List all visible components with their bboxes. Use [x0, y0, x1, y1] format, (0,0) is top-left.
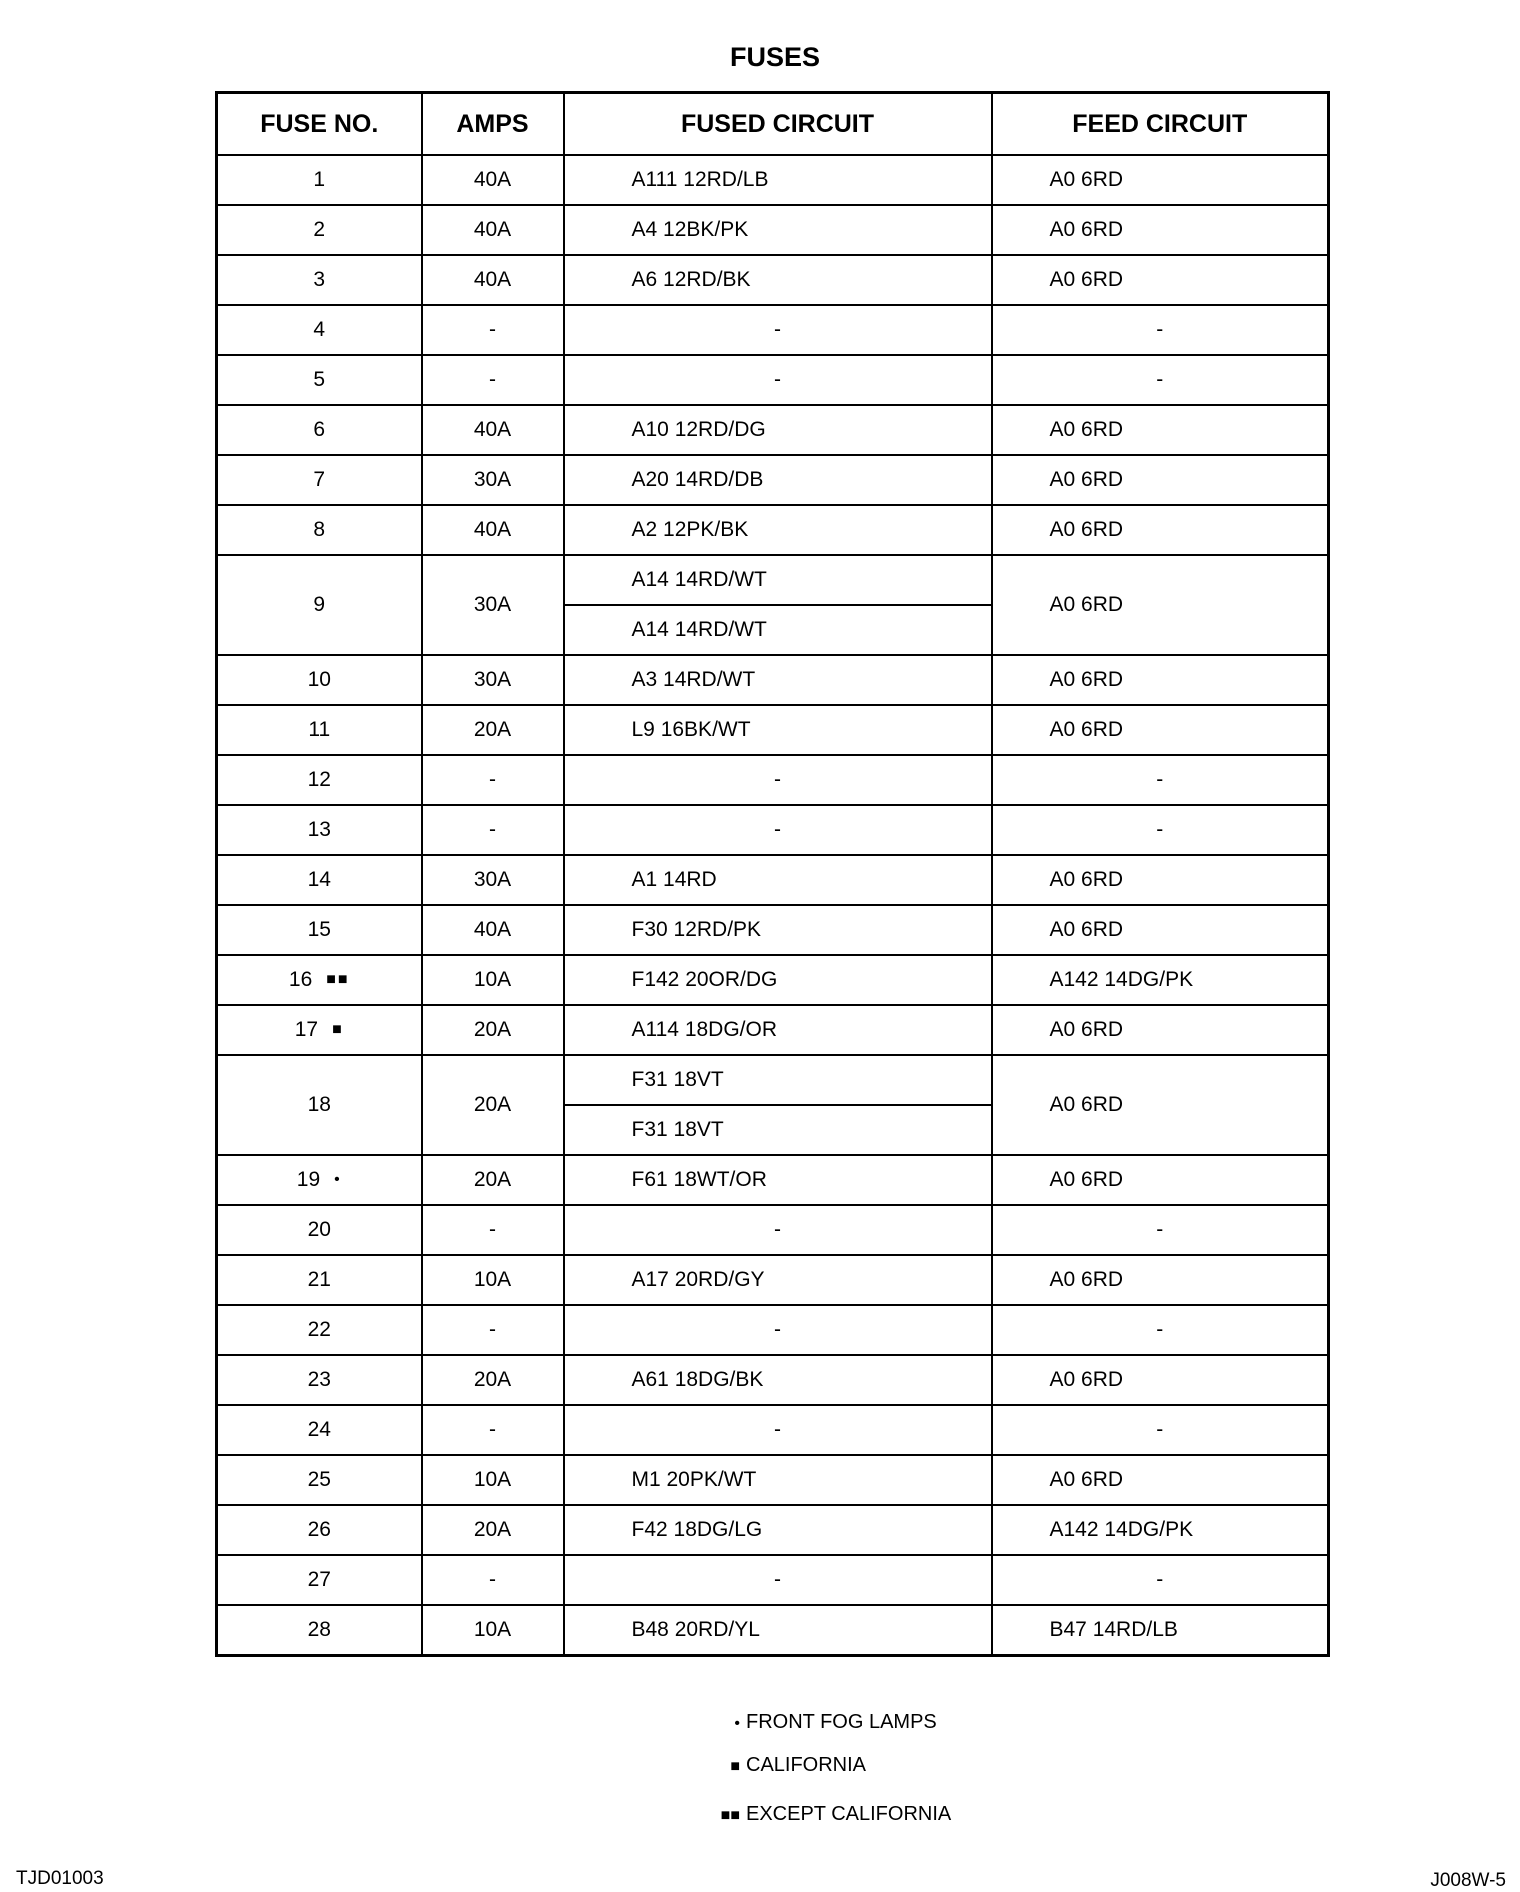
table-row [217, 955, 1329, 1005]
fused-circuit-cell: A14 14RD/WT [564, 555, 992, 605]
fuse-number-cell [217, 455, 422, 505]
amps-cell: 20A [422, 1005, 564, 1055]
table-row [217, 1505, 1329, 1555]
legend-label: CALIFORNIA [746, 1754, 867, 1776]
fuse-number: 1 [313, 168, 326, 191]
feed-circuit-cell: - [992, 755, 1329, 805]
feed-circuit-cell: A0 6RD [992, 155, 1329, 205]
table-row [217, 555, 1329, 605]
amps-cell: 10A [422, 1455, 564, 1505]
amps-cell: 30A [422, 655, 564, 705]
fused-circuit-cell: F31 18VT [564, 1105, 992, 1155]
feed-circuit-cell: A0 6RD [992, 1455, 1329, 1505]
fuse-number-cell [217, 1505, 422, 1555]
fuse-marker-symbol: ■■ [326, 971, 350, 989]
fuse-number-cell [217, 1005, 422, 1055]
fuse-number: 21 [307, 1268, 331, 1291]
table-row [217, 1255, 1329, 1305]
fuse-number: 6 [313, 418, 326, 441]
fuse-number: 16 [288, 968, 313, 991]
feed-circuit-cell: - [992, 1305, 1329, 1355]
amps-cell: 20A [422, 1505, 564, 1555]
table-row [217, 255, 1329, 305]
fuse-number-cell [217, 1555, 422, 1605]
fuse-number-cell [217, 705, 422, 755]
table-row [217, 655, 1329, 705]
fused-circuit-cell: A114 18DG/OR [564, 1005, 992, 1055]
fused-circuit-cell: A3 14RD/WT [564, 655, 992, 705]
legend-label: FRONT FOG LAMPS [746, 1711, 937, 1733]
feed-circuit-cell: A0 6RD [992, 855, 1329, 905]
fuse-number: 22 [307, 1318, 331, 1341]
table-row [217, 1205, 1329, 1255]
feed-circuit-cell: - [992, 805, 1329, 855]
amps-cell: 40A [422, 505, 564, 555]
fuse-number-cell [217, 755, 422, 805]
amps-cell: 10A [422, 1255, 564, 1305]
fused-circuit-cell: - [564, 305, 992, 355]
legend-item-except-california [700, 1803, 951, 1826]
fused-circuit-cell: L9 16BK/WT [564, 705, 992, 755]
dot-symbol: • [734, 1715, 740, 1732]
table-row [217, 1305, 1329, 1355]
table-row [217, 755, 1329, 805]
feed-circuit-cell: A0 6RD [992, 655, 1329, 705]
fused-circuit-cell: F30 12RD/PK [564, 905, 992, 955]
fuse-number-cell [217, 1055, 422, 1155]
amps-cell: 20A [422, 1055, 564, 1155]
amps-cell: - [422, 1205, 564, 1255]
feed-circuit-cell: A0 6RD [992, 1355, 1329, 1405]
amps-cell: - [422, 805, 564, 855]
table-row [217, 855, 1329, 905]
fuse-number: 15 [307, 918, 331, 941]
feed-circuit-cell: A142 14DG/PK [992, 1505, 1329, 1555]
fuse-number-cell [217, 1205, 422, 1255]
header-fused-circuit: FUSED CIRCUIT [564, 93, 992, 156]
fuse-number: 28 [307, 1618, 331, 1641]
fuse-number: 26 [307, 1518, 331, 1541]
legend-item-california [700, 1754, 866, 1777]
amps-cell: 40A [422, 155, 564, 205]
fuse-number-cell [217, 505, 422, 555]
fused-circuit-cell: A10 12RD/DG [564, 405, 992, 455]
table-row [217, 1405, 1329, 1455]
fused-circuit-cell: A4 12BK/PK [564, 205, 992, 255]
table-row [217, 355, 1329, 405]
fuse-number: 10 [307, 668, 331, 691]
fuse-number-cell [217, 1355, 422, 1405]
fuse-number: 23 [307, 1368, 331, 1391]
feed-circuit-cell: - [992, 1405, 1329, 1455]
fuse-number-cell [217, 955, 422, 1005]
fuse-number: 13 [307, 818, 331, 841]
amps-cell: 40A [422, 205, 564, 255]
fused-circuit-cell: F42 18DG/LG [564, 1505, 992, 1555]
fused-circuit-cell: A6 12RD/BK [564, 255, 992, 305]
fuse-number: 2 [313, 218, 326, 241]
fused-circuit-cell: F142 20OR/DG [564, 955, 992, 1005]
fuse-number-cell [217, 355, 422, 405]
fused-circuit-cell: A20 14RD/DB [564, 455, 992, 505]
amps-cell: 20A [422, 1155, 564, 1205]
page-title: FUSES [729, 42, 821, 72]
amps-cell: 40A [422, 255, 564, 305]
feed-circuit-cell: A0 6RD [992, 405, 1329, 455]
fused-circuit-cell: A1 14RD [564, 855, 992, 905]
header-amps: AMPS [422, 93, 564, 156]
fuse-number: 4 [313, 318, 326, 341]
feed-circuit-cell: A0 6RD [992, 205, 1329, 255]
table-row [217, 805, 1329, 855]
feed-circuit-cell: A0 6RD [992, 905, 1329, 955]
fuse-number: 17 [294, 1018, 319, 1041]
fuse-number: 18 [307, 1093, 331, 1116]
feed-circuit-cell: - [992, 305, 1329, 355]
amps-cell: - [422, 1305, 564, 1355]
header-fuse-no: FUSE NO. [217, 93, 422, 156]
table-row [217, 905, 1329, 955]
fuse-number-cell [217, 805, 422, 855]
fuse-number: 20 [307, 1218, 331, 1241]
amps-cell: 30A [422, 555, 564, 655]
amps-cell: - [422, 355, 564, 405]
fuse-number-cell [217, 1455, 422, 1505]
fuse-number-cell [217, 1155, 422, 1205]
table-header-row [217, 93, 1329, 156]
table-row [217, 155, 1329, 205]
feed-circuit-cell: A142 14DG/PK [992, 955, 1329, 1005]
fuse-number-cell [217, 1405, 422, 1455]
amps-cell: 10A [422, 955, 564, 1005]
feed-circuit-cell: A0 6RD [992, 555, 1329, 655]
double-square-symbol: ■■ [720, 1807, 740, 1824]
fuses-table-body [217, 155, 1329, 1656]
fuse-number: 3 [313, 268, 326, 291]
fused-circuit-cell: - [564, 1305, 992, 1355]
amps-cell: 40A [422, 905, 564, 955]
fuse-number-cell [217, 255, 422, 305]
table-row [217, 1555, 1329, 1605]
feed-circuit-cell: A0 6RD [992, 1155, 1329, 1205]
fuse-number-cell [217, 905, 422, 955]
fuse-marker-symbol: ■ [332, 1021, 344, 1039]
fuse-number: 19 [296, 1168, 321, 1191]
fuse-number-cell [217, 205, 422, 255]
table-row [217, 305, 1329, 355]
fuse-number-cell [217, 1605, 422, 1656]
amps-cell: - [422, 755, 564, 805]
table-row [217, 1055, 1329, 1105]
fused-circuit-cell: B48 20RD/YL [564, 1605, 992, 1656]
feed-circuit-cell: A0 6RD [992, 1005, 1329, 1055]
fuse-number: 11 [308, 718, 331, 741]
fuse-number: 7 [313, 468, 326, 491]
amps-cell: 20A [422, 1355, 564, 1405]
feed-circuit-cell: A0 6RD [992, 255, 1329, 305]
feed-circuit-cell: - [992, 1205, 1329, 1255]
amps-cell: - [422, 305, 564, 355]
feed-circuit-cell: A0 6RD [992, 1255, 1329, 1305]
table-row [217, 205, 1329, 255]
fuse-number: 27 [307, 1568, 331, 1591]
table-row [217, 405, 1329, 455]
fuse-number-cell [217, 1305, 422, 1355]
table-row [217, 1155, 1329, 1205]
fused-circuit-cell: F31 18VT [564, 1055, 992, 1105]
fuse-number-cell [217, 555, 422, 655]
fuse-number-cell [217, 405, 422, 455]
fused-circuit-cell: A17 20RD/GY [564, 1255, 992, 1305]
figure-code-right: J008W-5 [1430, 1870, 1506, 1891]
feed-circuit-cell: - [992, 355, 1329, 405]
amps-cell: 40A [422, 405, 564, 455]
fused-circuit-cell: - [564, 1555, 992, 1605]
fuse-number-cell [217, 155, 422, 205]
table-row [217, 705, 1329, 755]
fused-circuit-cell: - [564, 1405, 992, 1455]
fuse-number: 12 [307, 768, 331, 791]
table-row [217, 1455, 1329, 1505]
legend-item-fog-lamps [700, 1711, 937, 1734]
fused-circuit-cell: - [564, 1205, 992, 1255]
amps-cell: 20A [422, 705, 564, 755]
fuse-number: 5 [313, 368, 326, 391]
fuses-table [215, 91, 1330, 1657]
fused-circuit-cell: F61 18WT/OR [564, 1155, 992, 1205]
feed-circuit-cell: A0 6RD [992, 455, 1329, 505]
amps-cell: - [422, 1555, 564, 1605]
legend-label: EXCEPT CALIFORNIA [746, 1803, 952, 1825]
fused-circuit-cell: - [564, 355, 992, 405]
fuse-number-cell [217, 655, 422, 705]
header-feed-circuit: FEED CIRCUIT [992, 93, 1329, 156]
fused-circuit-cell: - [564, 805, 992, 855]
table-row [217, 1605, 1329, 1656]
fused-circuit-cell: M1 20PK/WT [564, 1455, 992, 1505]
feed-circuit-cell: A0 6RD [992, 705, 1329, 755]
amps-cell: - [422, 1405, 564, 1455]
table-row [217, 505, 1329, 555]
table-row [217, 455, 1329, 505]
fuse-number-cell [217, 855, 422, 905]
fused-circuit-cell: A61 18DG/BK [564, 1355, 992, 1405]
amps-cell: 30A [422, 855, 564, 905]
fused-circuit-cell: - [564, 755, 992, 805]
amps-cell: 30A [422, 455, 564, 505]
fuse-number: 14 [307, 868, 331, 891]
fuse-number: 8 [313, 518, 326, 541]
figure-code-left: TJD01003 [16, 1868, 104, 1889]
amps-cell: 10A [422, 1605, 564, 1656]
feed-circuit-cell: - [992, 1555, 1329, 1605]
feed-circuit-cell: B47 14RD/LB [992, 1605, 1329, 1656]
feed-circuit-cell: A0 6RD [992, 505, 1329, 555]
fuse-number: 25 [307, 1468, 331, 1491]
table-row [217, 1355, 1329, 1405]
fuse-number-cell [217, 1255, 422, 1305]
fused-circuit-cell: A2 12PK/BK [564, 505, 992, 555]
feed-circuit-cell: A0 6RD [992, 1055, 1329, 1155]
fuse-number-cell [217, 305, 422, 355]
table-row [217, 1005, 1329, 1055]
fused-circuit-cell: A14 14RD/WT [564, 605, 992, 655]
fuse-number: 24 [307, 1418, 331, 1441]
fused-circuit-cell: A111 12RD/LB [564, 155, 992, 205]
fuse-marker-symbol: • [334, 1171, 342, 1189]
square-symbol: ■ [730, 1758, 740, 1775]
fuse-number: 9 [313, 593, 326, 616]
